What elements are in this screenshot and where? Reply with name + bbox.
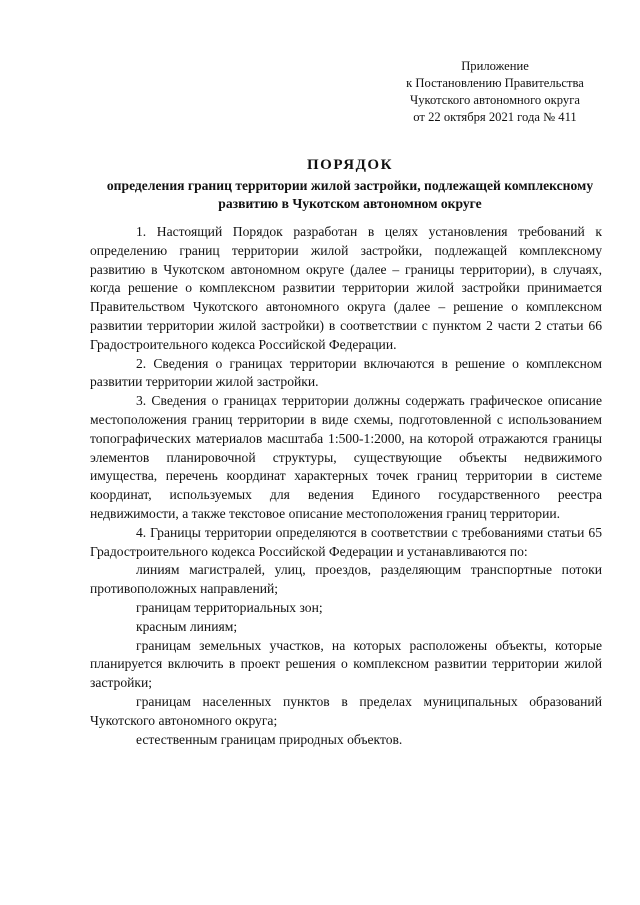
appendix-line: Приложение [461,59,529,73]
document-title-block [90,155,610,213]
document-body [90,223,602,749]
document-title: ПОРЯДОК [307,157,393,173]
appendix-line: Чукотского автономного округа [410,93,580,107]
paragraph-2: 2. Сведения о границах территории включаются в решение о комплексном развитии территории жилой застройки. [90,355,602,390]
paragraph-1: 1. Настоящий Порядок разработан в целях установления требований к определению границ территории жилой застройки, подлежащей комплексному развитию в Чукотском автономном округе (далее – границы территории), в случаях, когда решение о комплексном развитии территории жилой застройки принимается Правительством Чукотского автономного округа (далее – решение о комплексном развитии территории жилой застройки) в соответствии с пунктом 2 части 2 статьи 66 Градостроительного кодекса Российской Федерации. [90,224,602,352]
paragraph-4: 4. Границы территории определяются в соответствии с требованиями статьи 65 Градостроительного кодекса Российской Федерации и устанавливаются по: [90,524,602,559]
list-item: границам территориальных зон; [136,599,323,615]
list-item: границам земельных участков, на которых расположены объекты, которые планируется включить в проект решения о комплексном развитии территории жилой застройки; [90,637,602,691]
list-item: границам населенных пунктов в пределах муниципальных образований Чукотского автономного округа; [90,693,602,728]
list-item: естественным границам природных объектов. [136,731,403,747]
appendix-line: от 22 октября 2021 года № 411 [413,110,577,124]
appendix-line: к Постановлению Правительства [406,76,584,90]
appendix-header [370,58,620,126]
list-item: красным линиям; [136,618,238,634]
paragraph-3: 3. Сведения о границах территории должны содержать графическое описание местоположения границ территории в виде схемы, подготовленной с использованием топографических материалов масштаба 1:500-1:2000, на которой отражаются границы элементов планировочной структуры, существующие объекты недвижимого имущества, перечень координат характерных точек границ территории в системе координат, используемых для ведения Единого государственного реестра недвижимости, а также текстовое описание местоположения границ территории. [90,393,602,521]
document-subtitle: определения границ территории жилой застройки, подлежащей комплексному развитию в Чукотском автономном округе [106,178,594,211]
list-item: линиям магистралей, улиц, проездов, разделяющим транспортные потоки противоположных направлений; [90,562,602,597]
